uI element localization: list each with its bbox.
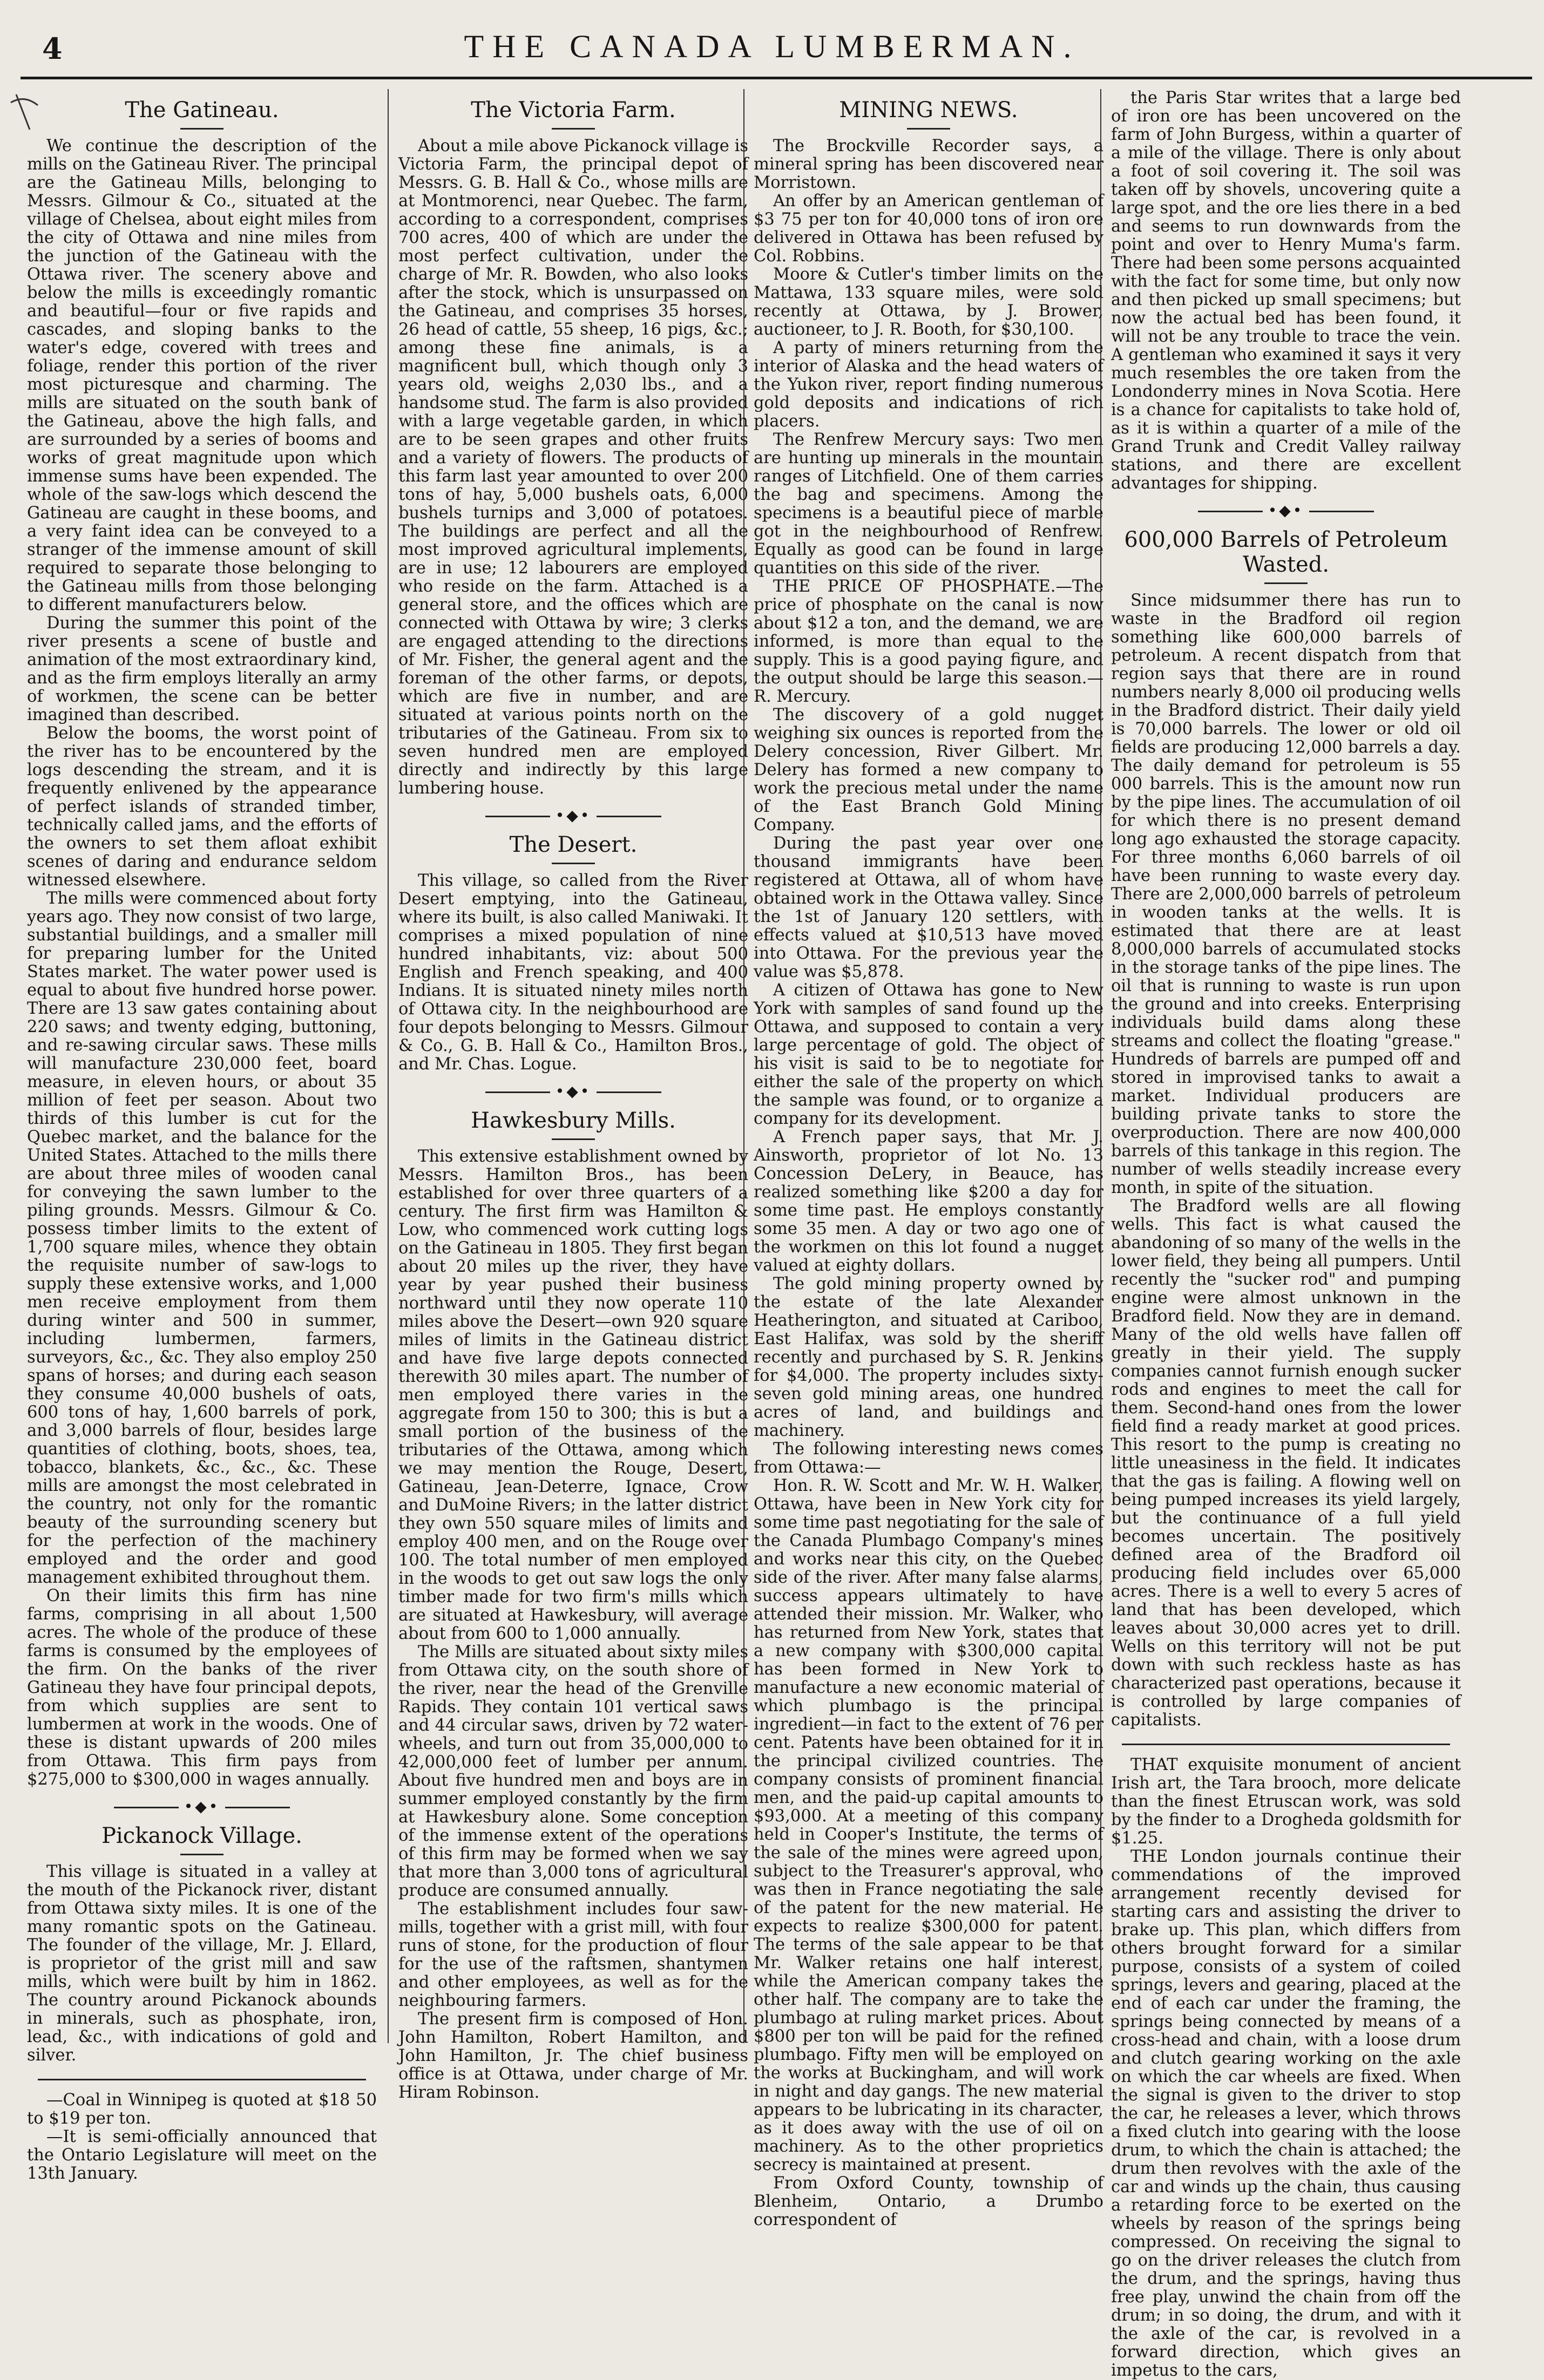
news-note: —It is semi-officially announced that the Ontario Legislature will meet on the 13th January. [27, 2127, 377, 2183]
article-mining-news [754, 98, 1103, 2229]
paragraph: The present firm is composed of Hon. John Hamilton, Robert Hamilton, and John Hamilton, Jr. The chief business office is at Ottawa, under charge of Mr. Hiram Robinson. [398, 2010, 748, 2102]
article-gatineau [27, 98, 377, 1789]
paragraph: This village is situated in a valley at the mouth of the Pickanock river, distant from Ottawa sixty miles. It is one of the many romantic spots on the Gatineau. The founder of the village, Mr. J. Ellard, is proprietor of the grist mill and saw mills, which were built by him in 1862. The country around Pickanock abounds in minerals, such as phosphate, iron, lead, &c., with indications of gold and silver. [27, 1862, 377, 2065]
section-rule [38, 2079, 366, 2080]
column-2 [398, 89, 748, 2102]
section-rule [1122, 1744, 1450, 1745]
title-rule [1264, 582, 1308, 584]
paragraph: Below the booms, the worst point of the river has to be encountered by the logs descending the stream, and it is frequently enlivened by the appearance of perfect islands of stranded timber, technically called jams, and the efforts of the owners to set them afloat exhibit scenes of daring and endurance seldom witnessed elsewhere. [27, 724, 377, 890]
article-title: Pickanock Village. [101, 1823, 302, 1848]
paragraph: On their limits this firm has nine farms, comprising in all about 1,500 acres. The whole of the produce of these farms is consumed by the employees of the firm. On the banks of the river Gatineau they have four principal depots, from which supplies are sent to lumbermen at work in the woods. One of these is distant upwards of 200 miles from Ottawa. This firm pays from $275,000 to $300,000 in wages annually. [27, 1586, 377, 1789]
section-ornament: •◆• [27, 1799, 377, 1815]
paragraph: From Oxford County, township of Blenheim, Ontario, a Drumbo correspondent of [754, 2174, 1103, 2229]
paragraph: A French paper says, that Mr. J. Ainsworth, proprietor of lot No. 13 Concession DeLery, in Beauce, has realized something like $200 a day for some time past. He employs constantly some 35 men. A day or two ago one of the workmen on this lot found a nugget valued at eighty dollars. [754, 1128, 1103, 1275]
column-3 [754, 89, 1103, 2229]
paragraph: The Renfrew Mercury says: Two men are hunting up minerals in the mountain ranges of Litchfield. One of them carries the bag and specimens. Among the specimens is a beautiful piece of marble got in the neighbourhood of Renfrew. Equally as good can be found in large quantities on this side of the river. [754, 430, 1103, 578]
title-rule [552, 128, 595, 130]
news-note: —Coal in Winnipeg is quoted at $18 50 to $19 per ton. [27, 2091, 377, 2128]
column-4 [1111, 89, 1461, 2380]
page-number: 4 [42, 31, 63, 66]
section-ornament: •◆• [398, 1083, 748, 1100]
paragraph: About a mile above Pickanock village is Victoria Farm, the principal depot of Messrs. G. B. Hall & Co., whose mills are at Montmorenci, near Quebec. The farm, according to a correspondent, comprises 700 acres, 400 of which are under the most perfect cultivation, under the charge of Mr. R. Bowden, who also looks after the stock, which is unsurpassed on the Gatineau, and comprises 35 horses, 26 head of cattle, 55 sheep, 16 pigs, &c.; among these fine animals, is a magnificent bull, which though only 3 years old, weighs 2,030 lbs., and a handsome stud. The farm is also provided with a large vegetable garden, in which are to be seen grapes and other fruits and a variety of flowers. The products of this farm last year amounted to over 200 tons of hay, 5,000 bushels oats, 6,000 bushels turnips and 3,000 of potatoes. The buildings are perfect and all the most improved agricultural implements, are in use; 12 labourers are employed who reside on the farm. Attached is a general store, and the offices which are connected with Ottawa by wire; 3 clerks are engaged attending to the directions of Mr. Fisher, the general agent and the foreman of the other farms, or depots, which are five in number, and are situated at various points north on the tributaries of the Gatineau. From six to seven hundred men are employed directly and indirectly by this large lumbering house. [398, 137, 748, 798]
paragraph: A party of miners returning from the interior of Alaska and the head waters of the Yukon river, report finding numerous gold deposits and indications of rich placers. [754, 338, 1103, 431]
column-1 [27, 89, 377, 2183]
paragraph: During the past year over one thousand immigrants have been registered at Ottawa, all of whom have obtained work in the Ottawa valley. Since the 1st of January 120 settlers, with effects valued at $10,513 have moved into Ottawa. For the previous year the value was $5,878. [754, 834, 1103, 981]
masthead [0, 0, 1544, 81]
paragraph: THE PRICE OF PHOSPHATE.—The price of phosphate on the canal is now about $12 a ton, and the demand, we are informed, is more than equal to the supply. This is a good paying figure, and the output should be large this season.—R. Mercury. [754, 577, 1103, 706]
paragraph: The mills were commenced about forty years ago. They now consist of two large, substantial buildings, and a smaller mill for preparing lumber for the United States market. The water power used is equal to about five hundred horse power. There are 13 saw gates containing about 220 saws; and twenty edging, buttoning, and re-sawing circular saws. These mills will manufacture 230,000 feet, board measure, in eleven hours, or about 35 million of feet per season. About two thirds of this lumber is cut for the Quebec market, and the balance for the United States. Attached to the mills there are about three miles of wooden canal for conveying the sawn lumber to the piling grounds. Messrs. Gilmour & Co. possess timber limits to the extent of 1,700 square miles, whence they obtain the requisite number of saw-logs to supply these extensive works, and 1,000 men receive employment from them during winter and 500 in summer, including lumbermen, farmers, surveyors, &c., &c. They also employ 250 spans of horses; and during each season they consume 40,000 bushels of oats, 600 tons of hay, 1,600 barrels of pork, and 3,000 barrels of flour, besides large quantities of clothing, boots, shoes, tea, tobacco, blankets, &c., &c., &c. These mills are amongst the most celebrated in the country, not only for the romantic beauty of the surrounding scenery but for the perfection of the machinery employed and the order and good management exhibited throughout them. [27, 889, 377, 1587]
paragraph: Moore & Cutler's timber limits on the Mattawa, 133 square miles, were sold recently at Ottawa, by J. Brower, auctioneer, to J. R. Booth, for $30,100. [754, 265, 1103, 339]
title-rule [552, 863, 595, 864]
article-title: Hawkesbury Mills. [471, 1108, 676, 1133]
column-divider [388, 89, 389, 2043]
section-ornament: •◆• [1111, 503, 1461, 519]
title-rule [180, 1854, 224, 1855]
paragraph: The gold mining property owned by the estate of the late Alexander Heatherington, and situated at Cariboo, East Halifax, was sold by the sheriff recently and purchased by S. R. Jenkins for $4,000. The property includes sixty-seven gold mining areas, one hundred acres of land, and buildings and machinery. [754, 1274, 1103, 1440]
paragraph: The Bradford wells are all flowing wells. This fact is what caused the abandoning of so many of the wells in the lower field, they being all pumpers. Until recently the "sucker rod" and pumping engine were almost unknown in the Bradford field. Now they are in demand. Many of the old wells have fallen off greatly in their yield. The supply companies cannot furnish enough sucker rods and engines to meet the call for them. Second-hand ones from the lower field find a ready market at good prices. This resort to the pump is creating no little uneasiness in the field. It indicates that the gas is failing. A flowing well on being pumped increases its yield largely, but the continuance of a full yield becomes uncertain. The positively defined area of the Bradford oil producing field includes over 65,000 acres. There is a well to every 5 acres of land that has been developed, which leaves about 30,000 acres yet to drill. Wells on this territory will not be put down with such reckless haste as has characterized past operations, because it is controlled by large companies of capitalists. [1111, 1197, 1461, 1730]
paragraph: An offer by an American gentleman of $3 75 per ton for 40,000 tons of iron ore delivered in Ottawa has been refused by Col. Robbins. [754, 192, 1103, 266]
paragraph: This extensive establishment owned by Messrs. Hamilton Bros., has been established for over three quarters of a century. The first firm was Hamilton & Low, who commenced work cutting logs on the Gatineau in 1805. They first began about 20 miles up the river, they have year by year pushed their business northward until they now operate 110 miles above the Desert—own 920 square miles of limits in the Gatineau district and have five large depots connected therewith 30 miles apart. The number of men employed there varies in the aggregate from 150 to 300; this is but a small portion of the business of the tributaries of the Ottawa, among which we may mention the Rouge, Desert, Gatineau, Jean-Deterre, Ignace, Crow and DuMoine Rivers; in the latter district they own 550 square miles of limits and employ 400 men, and on the Rouge over 100. The total number of men employed in the woods to get out saw logs the only timber made for two firm's mills which are situated at Hawkesbury, will average about from 600 to 1,000 annually. [398, 1147, 748, 1643]
paragraph: Since midsummer there has run to waste in the Bradford oil region something like 600,000 barrels of petroleum. A recent dispatch from that region says that there are in round numbers nearly 8,000 oil producing wells in the Bradford district. Their daily yield is 70,000 barrels. The lower or old oil fields are producing 12,000 barrels a day. The daily demand for petroleum is 55 000 barrels. This is the amount now run by the pipe lines. The accumulation of oil for which there is no present demand long ago exhausted the storage capacity. For three months 6,060 barrels of oil have been running to waste every day. There are 2,000,000 barrels of petroleum in wooden tanks at the wells. It is estimated that there are at least 8,000,000 barrels of accumulated stocks in the storage tanks of the pipe lines. The oil that is running to waste is run upon the ground and into creeks. Enterprising individuals build dams along these streams and collect the floating "grease." Hundreds of barrels are pumped off and stored in improvised tanks to await a market. Individual producers are building private tanks to store the overproduction. There are now 400,000 barrels of this tankage in this region. The number of wells steadily increase every month, in spite of the situation. [1111, 591, 1461, 1197]
article-title: MINING NEWS. [839, 98, 1018, 123]
masthead-rule [21, 77, 1532, 79]
paragraph: This village, so called from the River Desert emptying, into the Gatineau, where its built, is also called Maniwaki. It comprises a mixed population of nine hundred inhabitants, viz: about 500 English and French speaking, and 400 Indians. It is situated ninety miles north of Ottawa city. In the neighbourhood are four depots belonging to Messrs. Gilmour & Co., G. B. Hall & Co., Hamilton Bros., and Mr. Chas. Logue. [398, 871, 748, 1074]
paragraph: The following interesting news comes from Ottawa:— [754, 1440, 1103, 1477]
article-pickanock [27, 1823, 377, 2065]
running-head: THE CANADA LUMBERMAN. [464, 29, 1080, 64]
article-victoria-farm [398, 98, 748, 798]
article-title: The Desert. [509, 832, 638, 857]
paragraph: Hon. R. W. Scott and Mr. W. H. Walker, Ottawa, have been in New York city for some time past negotiating for the sale of the Canada Plumbago Company's mines and works near this city, on the Quebec side of the river. After many false alarms, success appears ultimately to have attended their mission. Mr. Walker, who has returned from New York, states that a new company with $300,000 capital has been formed in New York to manufacture a new economic material of which plumbago is the principal ingredient—in fact to the extent of 76 per cent. Patents have been obtained for it in the principal civilized countries. The company consists of prominent financial men, and the paid-up capital amounts to $93,000. At a meeting of this company held in Cooper's Institute, the terms of the sale of the mines were agreed upon, subject to the Treasurer's approval, who was then in France negotiating the sale of the patent for the new material. He expects to realize $300,000 for patent. The terms of the sale appear to be that Mr. Walker retains one half interest, while the American company takes the other half. The company are to take the plumbago at ruling market prices. About $800 per ton will be paid for the refined plumbago. Fifty men will be employed on the works at Buckingham, and will work in night and day gangs. The new material appears to be lubricating in its character, as it does away with the use of oil on machinery. As to the other proprietics secrecy is maintained at present. [754, 1476, 1103, 2174]
article-iron-ore-continued [1111, 89, 1461, 493]
paragraph: THE London journals continue their commendations of the improved arrangement recently devised for starting cars and assisting the driver to brake up. This plan, which differs from others brought forward for a similar purpose, consists of a system of coiled springs, levers and gearing, placed at the end of each car under the framing, the springs being connected by means of a cross-head and chain, with a loose drum and clutch gearing working on the axle on which the car wheels are fixed. When the signal is given to the driver to stop the car, he releases a lever, which throws a fixed clutch into gearing with the loose drum, to which the chain is attached; the drum then revolves with the axle of the car and winds up the chain, thus causing a retarding force to be exerted on the wheels by reason of the springs being compressed. On receiving the signal to go on the driver releases the clutch from the drum, and the springs, having thus free play, unwind the chain from off the drum; in so doing, the drum, and with it the axle of the car, is revolved in a forward direction, which gives an impetus to the cars, [1111, 1847, 1461, 2380]
title-rule [180, 128, 224, 130]
title-rule [552, 1138, 595, 1140]
paragraph: A citizen of Ottawa has gone to New York with samples of sand found up the Ottawa, and supposed to contain a very large percentage of gold. The object of his visit is said to be to negotiate for either the sale of the property on which the sample was found, or to organize a company for its development. [754, 981, 1103, 1128]
paragraph: The establishment includes four saw-mills, together with a grist mill, with four runs of stone, for the production of flour for the use of the raftsmen, shantymen and other employees, as well as for the neighbouring farmers. [398, 1900, 748, 2010]
article-misc [1111, 1756, 1461, 2380]
paragraph: During the summer this point of the river presents a scene of bustle and animation of the most extraordinary kind, and as the firm employs literally an army of workmen, the scene can be better imagined than described. [27, 614, 377, 724]
paragraph: We continue the description of the mills on the Gatineau River. The principal are the Gatineau Mills, belonging to Messrs. Gilmour & Co., situated at the village of Chelsea, about eight miles from the city of Ottawa and nine miles from the junction of the Gatineau with the Ottawa river. The scenery above and below the mills is exceedingly romantic and beautiful—four or five rapids and cascades, and sloping banks to the water's edge, covered with trees and foliage, render this portion of the river most picturesque and charming. The mills are situated on the south bank of the Gatineau, above the high falls, and are surrounded by a series of booms and works of great magnitude upon which immense sums have been expended. The whole of the saw-logs which descend the Gatineau are caught in these booms, and a very faint idea can be conveyed to a stranger of the immense amount of skill required to separate those belonging to the Gatineau mills from those belonging to different manufacturers below. [27, 137, 377, 614]
paragraph: THAT exquisite monument of ancient Irish art, the Tara brooch, more delicate than the finest Etruscan work, was sold by the finder to a Drogheda goldsmith for $1.25. [1111, 1755, 1461, 1848]
paragraph: The Mills are situated about sixty miles from Ottawa city, on the south shore of the river, near the head of the Grenville Rapids. They contain 101 vertical saws and 44 circular saws, driven by 72 water-wheels, and turn out from 35,000,000 to 42,000,000 feet of lumber per annum. About five hundred men and boys are in summer employed constantly by the firm at Hawkesbury alone. Some conception of the immense extent of the operations of this firm may be formed when we say that more than 3,000 tons of agricultural produce are consumed annually. [398, 1643, 748, 1900]
paragraph: The Brockville Recorder says, a mineral spring has been discovered near Morristown. [754, 137, 1103, 192]
paragraph: the Paris Star writes that a large bed of iron ore has been uncovered on the farm of John Burgess, within a quarter of a mile of the village. There is only about a foot of soil covering it. The soil was taken off by shovels, uncovering quite a large spot, and the ore lies there in a bed and seems to run downwards from the point and over to Henry Muma's farm. There had been some persons acquainted with the fact for some time, but only now and then picked up small specimens; but now the actual bed has been found, it will not be any trouble to trace the vein. A gentleman who examined it says it very much resembles the ore taken from the Londonderry mines in Nova Scotia. Here is a chance for capitalists to take hold of, as it is within a quarter of a mile of the Grand Trunk and Credit Valley railway stations, and there are excellent advantages for shipping. [1111, 89, 1461, 493]
article-title: 600,000 Barrels of Petroleum Wasted. [1124, 527, 1448, 577]
article-hawkesbury-mills [398, 1108, 748, 2102]
article-petroleum-wasted [1111, 527, 1461, 1730]
paragraph: The discovery of a gold nugget weighing six ounces is reported from the Delery concession, River Gilbert. Mr. Delery has formed a new company to work the precious metal under the name of the East Branch Gold Mining Company. [754, 706, 1103, 835]
section-ornament: •◆• [398, 808, 748, 824]
article-title: The Gatineau. [125, 98, 279, 123]
article-the-desert [398, 832, 748, 1074]
article-title: The Victoria Farm. [471, 98, 676, 123]
title-rule [907, 128, 950, 130]
